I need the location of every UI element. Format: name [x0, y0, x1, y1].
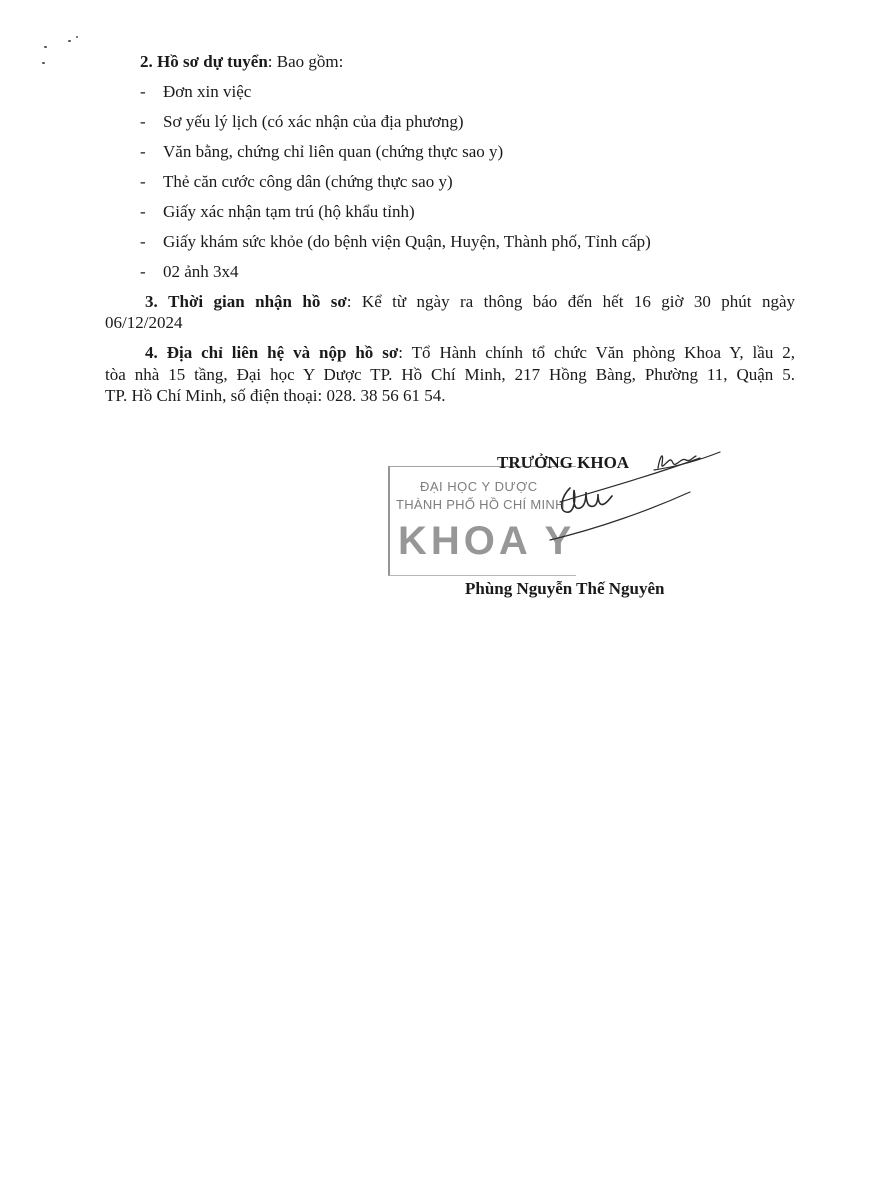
scan-speck	[68, 40, 71, 42]
list-bullet: -	[140, 112, 146, 131]
list-item: Văn bằng, chứng chỉ liên quan (chứng thực sao y)	[163, 142, 504, 161]
list-bullet: -	[140, 142, 146, 161]
section-4-line-2: tòa nhà 15 tầng, Đại học Y Dược TP. Hồ Chí Minh, 217 Hồng Bàng, Phường 11, Quận 5.	[105, 365, 795, 384]
section-3-text: : Kể từ ngày ra thông báo đến hết 16 giờ 30 phút ngày	[346, 292, 795, 311]
handwritten-signature	[540, 440, 740, 550]
section-4-line-3: TP. Hồ Chí Minh, số điện thoại: 028. 38 56 61 54.	[105, 386, 446, 405]
section-2-rest: : Bao gồm:	[267, 52, 344, 71]
section-4-number: 4.	[145, 343, 158, 362]
list-bullet: -	[140, 232, 146, 251]
section-4-line-1	[145, 342, 795, 364]
list-bullet: -	[140, 202, 146, 221]
list-bullet: -	[140, 172, 146, 191]
list-item: Sơ yếu lý lịch (có xác nhận của địa phương)	[163, 112, 464, 131]
list-item: Thẻ căn cước công dân (chứng thực sao y)	[163, 172, 453, 191]
section-2-number: 2.	[140, 52, 153, 71]
scan-speck	[44, 46, 47, 48]
section-3-number: 3.	[145, 292, 158, 311]
stamp-line-2: THÀNH PHỐ HỒ CHÍ MINH	[396, 497, 565, 512]
list-bullet: -	[140, 82, 146, 101]
section-3-line-2: 06/12/2024	[105, 313, 183, 332]
list-item: Giấy xác nhận tạm trú (hộ khẩu tỉnh)	[163, 202, 415, 221]
section-2-heading-line	[140, 52, 343, 72]
section-4-heading: Địa chỉ liên hệ và nộp hồ sơ	[166, 343, 399, 362]
stamp-line-1: ĐẠI HỌC Y DƯỢC	[420, 479, 538, 494]
scan-speck	[76, 36, 78, 38]
list-item: Giấy khám sức khỏe (do bệnh viện Quận, Huyện, Thành phố, Tỉnh cấp)	[163, 232, 651, 251]
list-item: 02 ảnh 3x4	[163, 262, 239, 281]
section-2-heading: Hồ sơ dự tuyển	[157, 52, 268, 71]
section-4-text: : Tổ Hành chính tổ chức Văn phòng Khoa Y, lầu 2,	[398, 343, 796, 362]
scan-speck	[42, 62, 45, 64]
stamp-line-3: KHOA Y	[398, 519, 576, 563]
signer-name: Phùng Nguyễn Thế Nguyên	[465, 579, 665, 598]
list-item: Đơn xin việc	[163, 82, 252, 101]
section-3-line-1	[145, 291, 795, 313]
section-3-heading: Thời gian nhận hồ sơ	[168, 292, 347, 311]
signature-title: TRƯỞNG KHOA	[497, 453, 630, 472]
list-bullet: -	[140, 262, 146, 281]
